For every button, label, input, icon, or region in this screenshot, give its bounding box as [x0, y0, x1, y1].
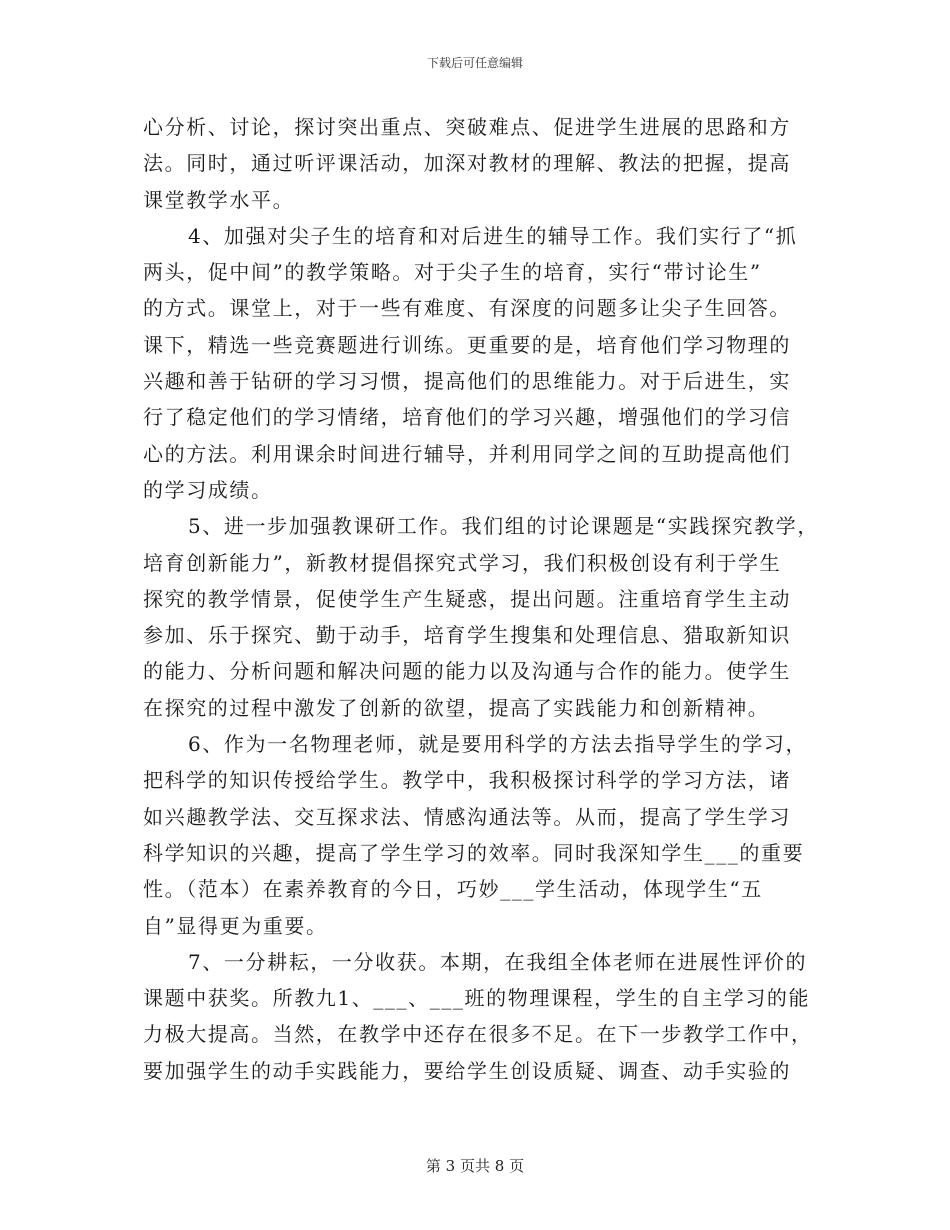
text-line: 心的方法。利用课余时间进行辅导，并利用同学之间的互助提高他们: [143, 441, 791, 466]
page-number-footer: 第 3 页共 8 页: [425, 1157, 525, 1175]
text-line: 6、作为一名物理老师，就是要用科学的方法去指导学生的学习，: [188, 732, 808, 757]
text-line: 4、加强对尖子生的培育和对后进生的辅导工作。我们实行了“抓: [188, 223, 798, 248]
text-line: 力极大提高。当然，在教学中还存在很多不足。在下一步教学工作中，: [143, 1022, 813, 1047]
document-body: [143, 109, 823, 1089]
text-line: 的学习成绩。: [143, 477, 273, 502]
text-line: 法。同时，通过听评课活动，加深对教材的理解、教法的把握，提高: [143, 151, 791, 176]
text-line: 培育创新能力”，新教材提倡探究式学习，我们积极创设有利于学生: [143, 550, 782, 575]
text-line: 课下，精选一些竞赛题进行训练。更重要的是，培育他们学习物理的: [143, 332, 791, 357]
text-line: 在探究的过程中激发了创新的欲望，提高了实践能力和创新精神。: [143, 695, 770, 720]
text-line: 把科学的知识传授给学生。教学中，我积极探讨科学的学习方法，诸: [143, 768, 791, 793]
text-line: 的方式。课堂上，对于一些有难度、有深度的问题多让尖子生回答。: [143, 296, 791, 321]
text-line: 科学知识的兴趣，提高了学生学习的效率。同时我深知学生___的重要: [143, 840, 805, 865]
text-line: 参加、乐于探究、勤于动手，培育学生搜集和处理信息、猎取新知识: [143, 623, 791, 648]
text-line: 课堂教学水平。: [143, 187, 295, 212]
text-line: 两头，促中间”的教学策略。对于尖子生的培育，实行“带讨论生”: [143, 260, 762, 285]
text-line: 7、一分耕耘，一分收获。本期，在我组全体老师在进展性评价的: [188, 949, 808, 974]
text-line: 探究的教学情景，促使学生产生疑惑，提出问题。注重培育学生主动: [143, 586, 791, 611]
text-line: 自”显得更为重要。: [143, 913, 328, 938]
text-line: 5、进一步加强教课研工作。我们组的讨论课题是“实践探究教学，: [188, 514, 819, 539]
text-line: 性。（范本）在素养教育的今日，巧妙___学生活动，体现学生“五: [143, 877, 763, 902]
page-header-note: 下载后可任意编辑: [426, 56, 523, 70]
text-line: 课题中获奖。所教九1、___、___班的物理课程，学生的自主学习的能: [143, 986, 811, 1011]
text-line: 行了稳定他们的学习情绪，培育他们的学习兴趣，增强他们的学习信: [143, 405, 791, 430]
text-line: 兴趣和善于钻研的学习习惯，提高他们的思维能力。对于后进生，实: [143, 369, 791, 394]
text-line: 心分析、讨论，探讨突出重点、突破难点、促进学生进展的思路和方: [143, 115, 791, 139]
text-line: 如兴趣教学法、交互探求法、情感沟通法等。从而，提高了学生学习: [143, 804, 791, 829]
text-line: 的能力、分析问题和解决问题的能力以及沟通与合作的能力。使学生: [143, 659, 791, 684]
text-line: 要加强学生的动手实践能力，要给学生创设质疑、调查、动手实验的: [143, 1058, 791, 1083]
